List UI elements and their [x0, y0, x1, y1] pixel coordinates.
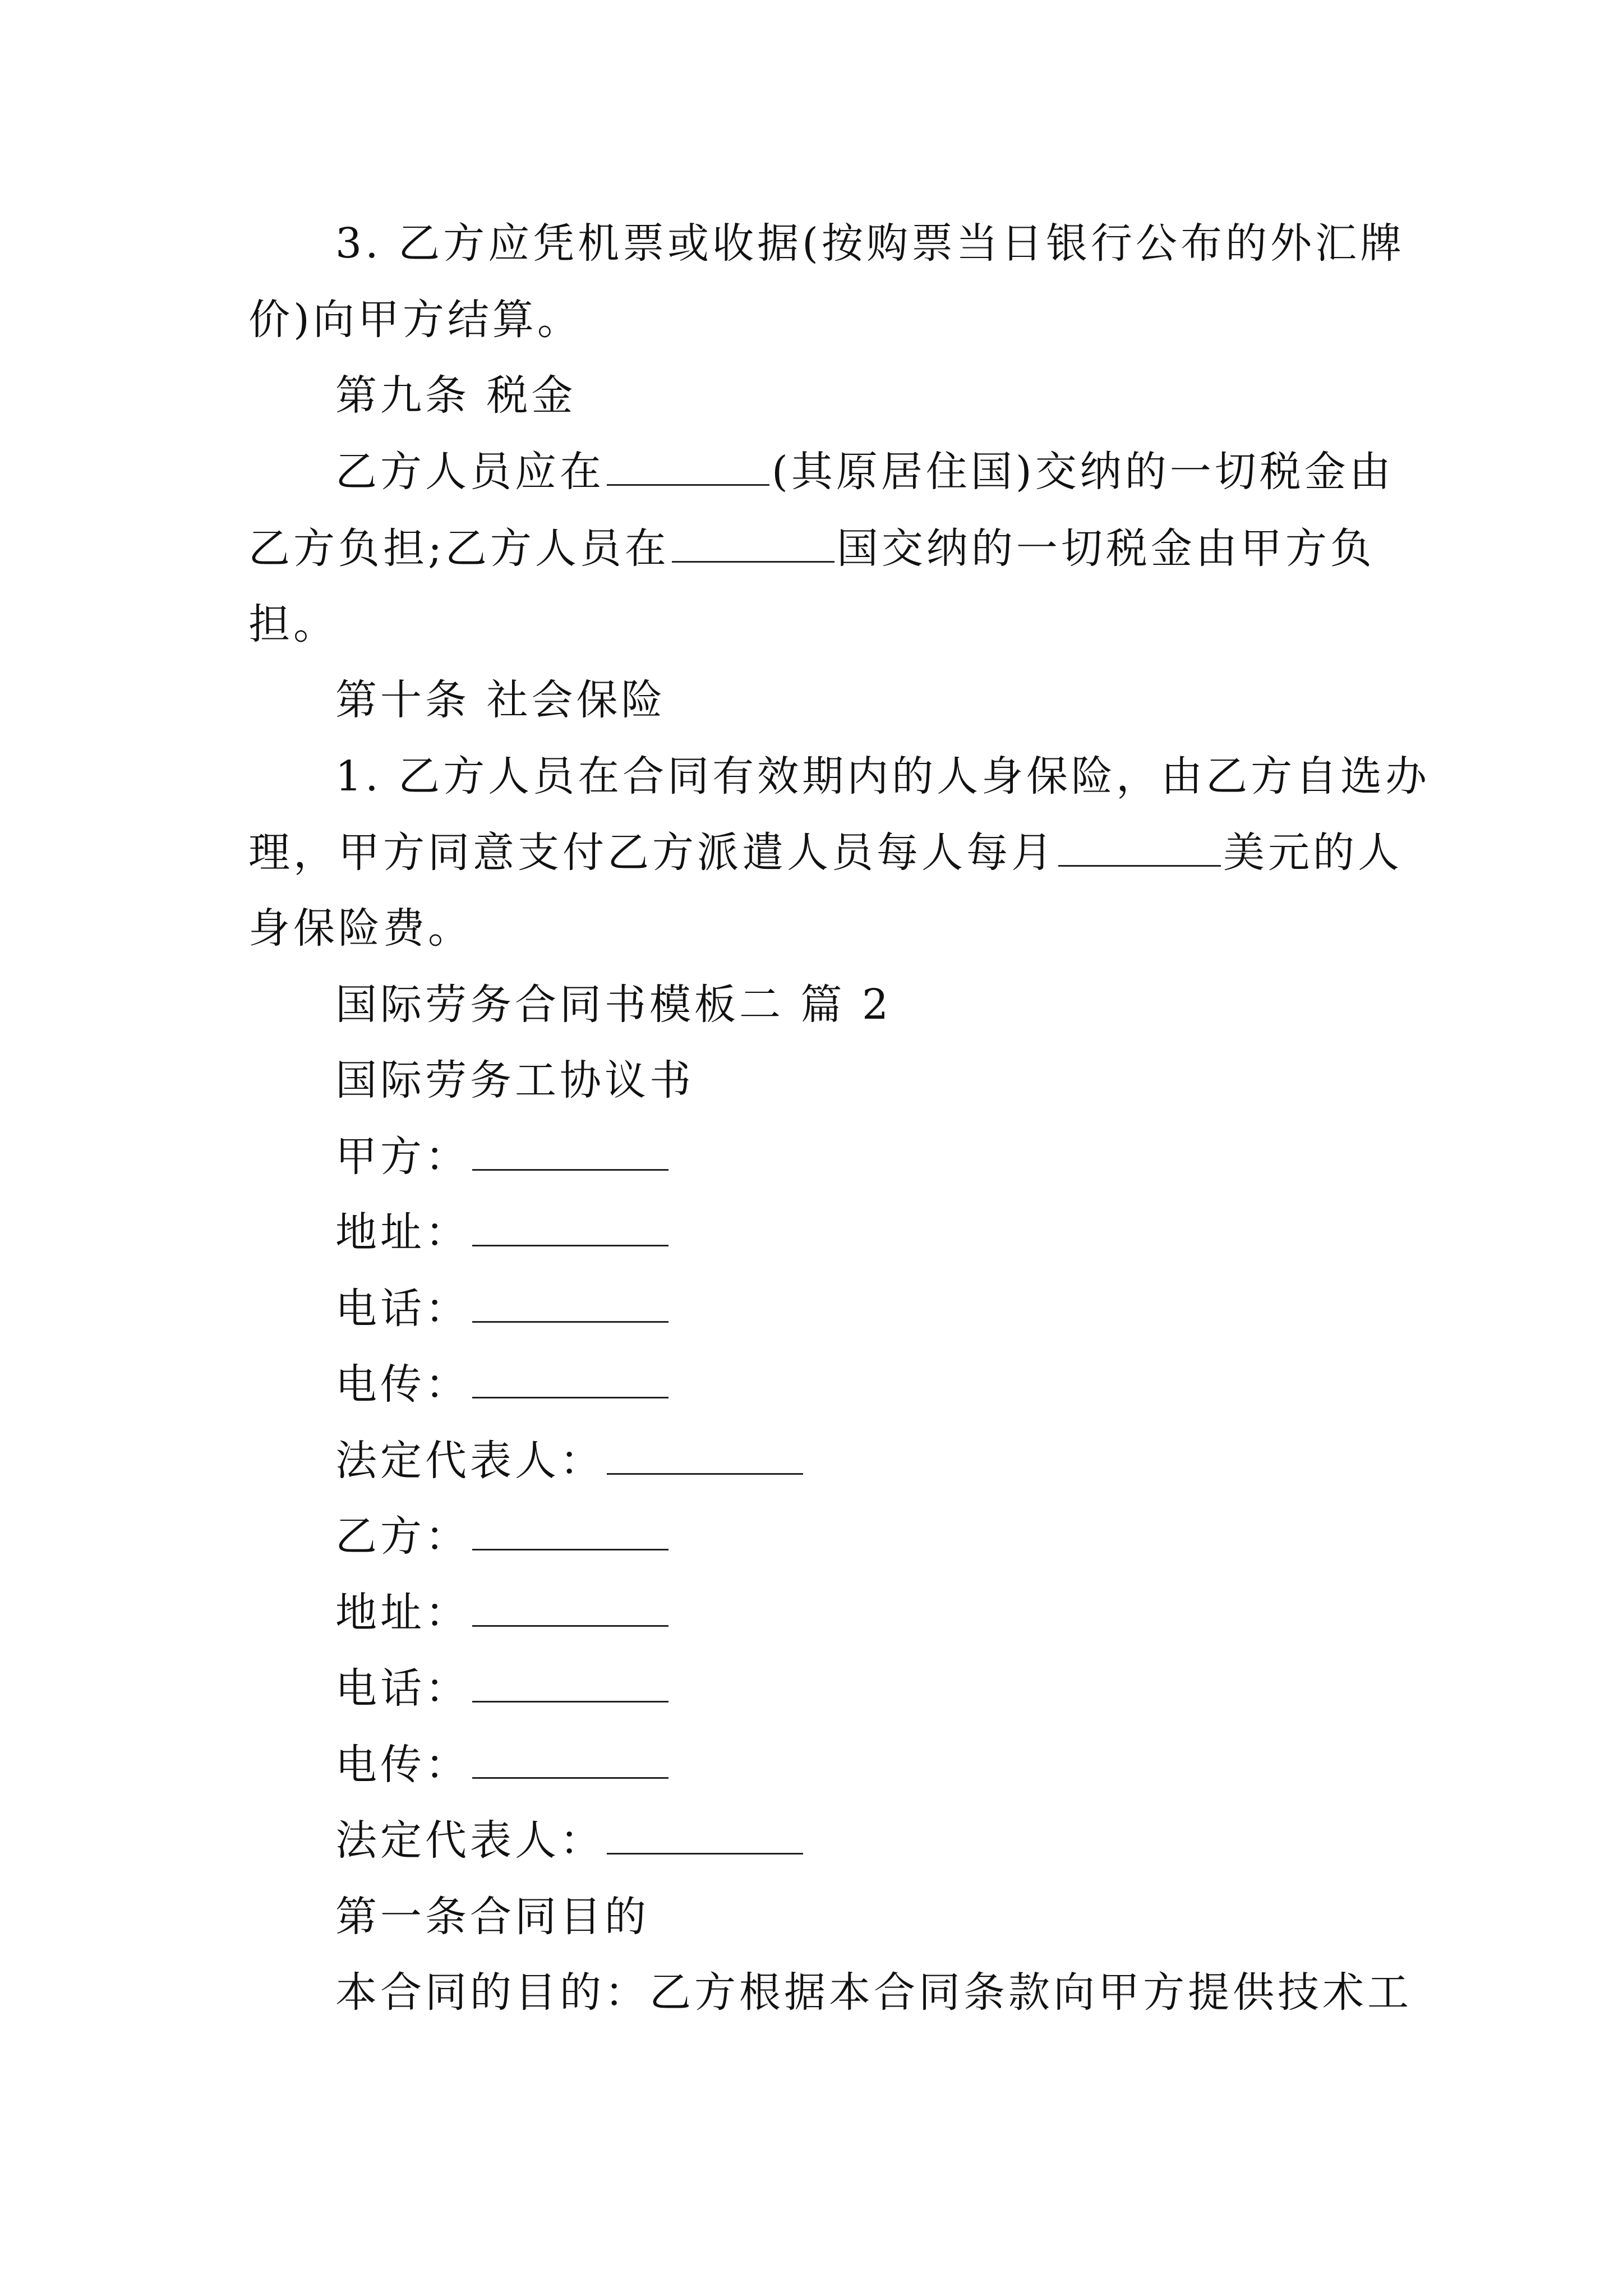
- party-a-name-field: [335, 1129, 671, 1185]
- party-a-address-field: [335, 1204, 671, 1260]
- fill-blank: [472, 1585, 668, 1627]
- fill-blank: [472, 1508, 668, 1550]
- fill-blank: [472, 1356, 668, 1398]
- party-a-fax-field: [335, 1356, 671, 1412]
- fill-blank: [607, 1433, 803, 1475]
- fill-blank: [607, 1812, 803, 1855]
- article-heading: 第九条 税金: [335, 371, 577, 420]
- field-label: 电传：: [335, 1741, 470, 1789]
- agreement-title: 国际劳务工协议书: [335, 1056, 694, 1105]
- field-label: 电话：: [335, 1285, 470, 1333]
- text-segment: 国交纳的一切税金由甲方负: [836, 524, 1375, 573]
- party-a-representative-field: [335, 1433, 805, 1489]
- field-label: 电传：: [335, 1360, 470, 1409]
- party-b-fax-field: [335, 1737, 671, 1793]
- party-b-name-field: [335, 1508, 671, 1565]
- article-heading: 第十条 社会保险: [335, 676, 666, 724]
- party-b-address-field: [335, 1585, 671, 1641]
- paragraph-line: 1. 乙方人员在合同有效期内的人身保险，由乙方自选办: [335, 752, 1431, 800]
- paragraph-line: 3. 乙方应凭机票或收据(按购票当日银行公布的外汇牌: [335, 219, 1405, 268]
- paragraph-line: 本合同的目的：乙方根据本合同条款向甲方提供技术工: [335, 1968, 1412, 2017]
- text-segment: 乙方负担;乙方人员在: [248, 524, 670, 573]
- paragraph-line: [335, 444, 1394, 500]
- text-segment: (其原居住国)交纳的一切税金由: [772, 448, 1394, 496]
- field-label: 法定代表人：: [335, 1437, 605, 1485]
- fill-blank: [472, 1660, 668, 1703]
- paragraph-line: 价)向甲方结算。: [248, 296, 582, 344]
- text-segment: 乙方人员应在: [335, 448, 605, 496]
- fill-blank: [472, 1281, 668, 1323]
- paragraph-line: 身保险费。: [248, 904, 473, 953]
- field-label: 地址：: [335, 1208, 470, 1257]
- text-segment: 美元的人: [1223, 829, 1403, 877]
- paragraph-line: 担。: [248, 600, 338, 648]
- field-label: 电话：: [335, 1664, 470, 1713]
- fill-blank: [472, 1204, 668, 1246]
- party-a-phone-field: [335, 1281, 671, 1337]
- fill-blank: [472, 1129, 668, 1171]
- section-title: 国际劳务合同书模板二 篇 2: [335, 981, 892, 1029]
- field-label: 地址：: [335, 1589, 470, 1637]
- paragraph-line: [248, 825, 1403, 881]
- text-segment: 理，甲方同意支付乙方派遣人员每人每月: [248, 829, 1056, 877]
- party-b-phone-field: [335, 1660, 671, 1717]
- field-label: 乙方：: [335, 1512, 470, 1561]
- article-heading: 第一条合同目的: [335, 1893, 649, 1941]
- fill-blank: [472, 1737, 668, 1779]
- fill-blank: [1058, 825, 1221, 867]
- field-label: 甲方：: [335, 1133, 470, 1181]
- field-label: 法定代表人：: [335, 1816, 605, 1865]
- paragraph-line: [248, 521, 1375, 577]
- party-b-representative-field: [335, 1812, 805, 1869]
- fill-blank: [607, 444, 769, 486]
- fill-blank: [672, 521, 834, 563]
